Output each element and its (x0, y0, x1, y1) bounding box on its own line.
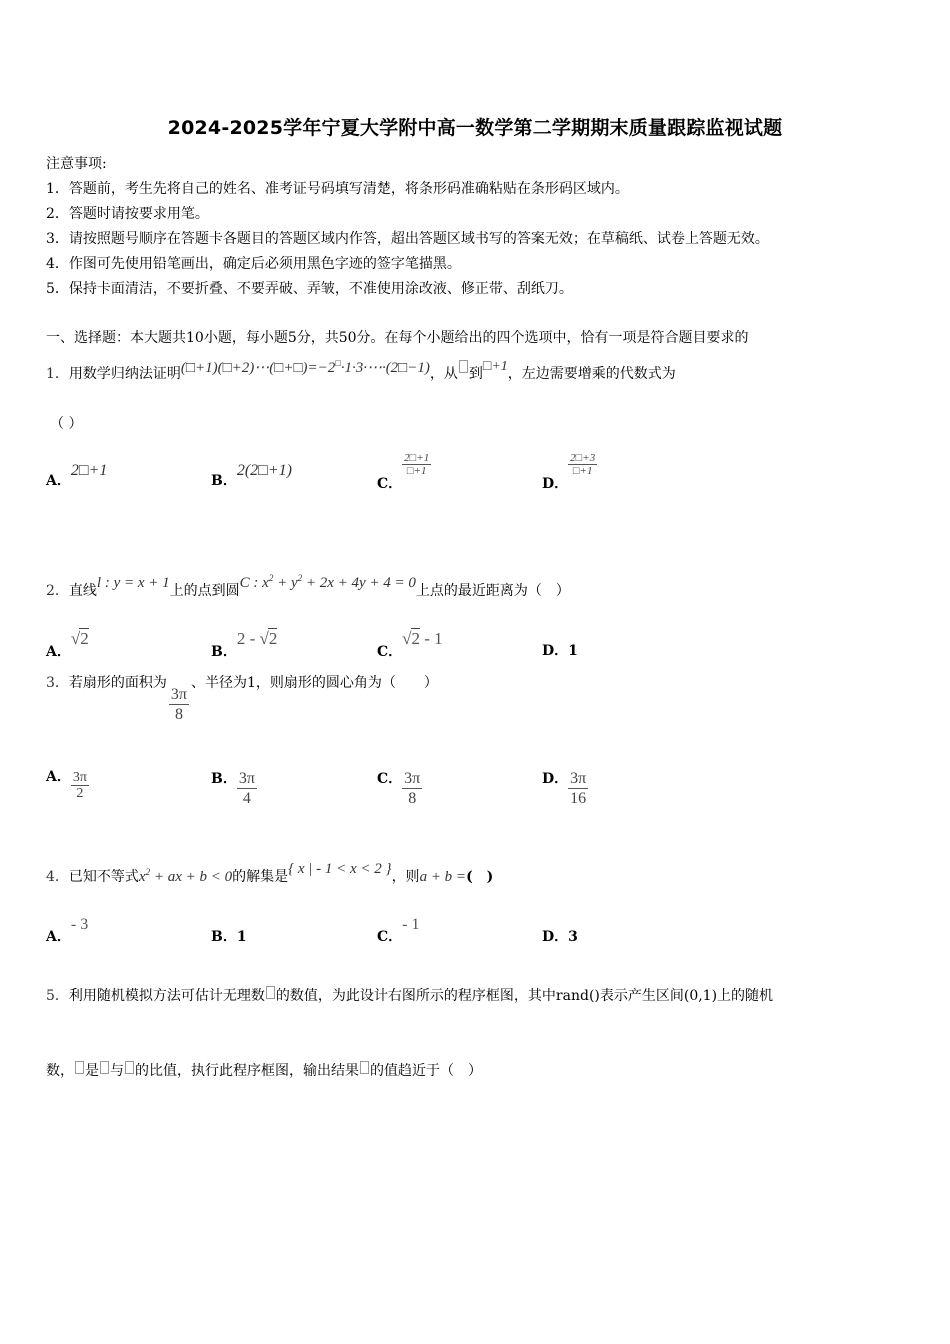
q1-option-a[interactable]: A．2□+1 (46, 462, 108, 489)
option-value: 3 (568, 929, 578, 945)
question-5 (46, 985, 773, 1005)
placeholder-glyph (459, 360, 468, 373)
answer-paren: ( ) (466, 869, 494, 885)
option-sqrt: 2 - √2 (236, 629, 278, 648)
question-text: 利用随机模拟方法可估计无理数 (68, 988, 265, 1004)
question-text: 的数值，为此设计右图所示的程序框图，其中rand()表示产生区间(0,1)上的随机 (275, 988, 774, 1004)
q1-option-d[interactable]: D． $\frac{2□+3}{□+1}$ (542, 452, 596, 492)
q1-option-b[interactable]: B．2(2□+1) (211, 462, 292, 489)
question-5-line-2 (46, 1060, 482, 1080)
q4-option-c[interactable]: C．- 1 (377, 916, 420, 945)
q3-option-b[interactable]: B． $\frac{3\pi}{4}$ (211, 770, 255, 807)
notice-item-3: 3．请按照题号顺序在答题卡各题目的答题区域内作答，超出答题区域书写的答案无效；在草稿纸、试卷上答题无效。 (46, 231, 769, 247)
question-text: 的值趋近于（ ） (370, 1063, 482, 1079)
answer-paren: （ ） (50, 416, 83, 432)
inequality: $x^2$ + ax + b < 0 (138, 867, 233, 885)
option-sqrt: √2 - 1 (402, 629, 443, 648)
question-text: ，则 (391, 869, 420, 885)
question-text: 数， (46, 1063, 74, 1079)
question-text: 若扇形的面积为 (68, 674, 167, 691)
q3-option-a[interactable]: A． $\frac{3\pi}{2}$ (46, 769, 87, 802)
question-3 (46, 674, 438, 724)
placeholder-glyph (266, 986, 275, 999)
page-title: 2024-2025学年宁夏大学附中高一数学第二学期期末质量跟踪监视试题 (167, 117, 783, 139)
q3-option-c[interactable]: C． $\frac{3\pi}{8}$ (377, 770, 421, 807)
question-text: 是 (85, 1063, 99, 1079)
section-heading: 一、选择题：本大题共10小题，每小题5分，共50分。在每个小题给出的四个选项中，恰有一项是符合题目要求的 (46, 330, 749, 346)
option-expression: 2(2□+1) (236, 462, 292, 479)
question-1 (46, 358, 676, 383)
question-text: 、半径为1，则扇形的圆心角为（ ） (191, 674, 438, 691)
placeholder-glyph (125, 1061, 134, 1074)
notice-heading: 注意事项: (46, 156, 107, 172)
notice-item-2: 2．答题时请按要求用笔。 (46, 206, 209, 222)
sector-area-fraction: $\frac{3\pi}{8}$ (170, 686, 187, 723)
induction-step: □+1 (482, 359, 508, 374)
question-number: 1． (46, 366, 69, 382)
placeholder-glyph (360, 1061, 369, 1074)
question-number: 3． (46, 674, 69, 691)
question-text: 已知不等式 (68, 869, 139, 885)
question-text: 的比值，执行此程序框图，输出结果 (135, 1063, 359, 1079)
question-text: ，左边需要增乘的代数式为 (507, 366, 676, 382)
q2-option-a[interactable]: A．√2 (46, 629, 89, 660)
placeholder-glyph (75, 1061, 84, 1074)
q4-option-b[interactable]: B．1 (211, 929, 247, 945)
option-fraction: $\frac{2□+3}{□+1}$ (570, 452, 596, 478)
notice-item-1: 1．答题前，考生先将自己的姓名、准考证号码填写清楚，将条形码准确粘贴在条形码区域内。 (46, 181, 629, 197)
question-text: 用数学归纳法证明 (68, 366, 181, 382)
line-equation: l : y = x + 1 (96, 575, 170, 591)
question-text: 的解集是 (232, 869, 289, 885)
option-fraction: $\frac{3\pi}{4}$ (238, 770, 255, 807)
option-fraction: $\frac{3\pi}{2}$ (72, 770, 87, 802)
q3-option-d[interactable]: D． $\frac{3\pi}{16}$ (542, 770, 587, 807)
solution-set: { x | - 1 < x < 2 } (288, 861, 392, 877)
induction-formula: (□+1)(□+2)⋯(□+□)=−2□·1·3·⋯·(2□−1) (180, 358, 430, 376)
question-text: 上点的最近距离为（ ） (415, 583, 570, 599)
q4-option-d[interactable]: D．3 (542, 929, 578, 945)
option-fraction: $\frac{3\pi}{16}$ (570, 770, 587, 807)
question-text: 与 (110, 1063, 124, 1079)
question-number: 4． (46, 869, 69, 885)
option-fraction: $\frac{3\pi}{8}$ (404, 770, 421, 807)
option-fraction: $\frac{2□+1}{□+1}$ (404, 452, 430, 478)
sum-expression: a + b = (419, 869, 467, 885)
question-text: 直线 (68, 583, 97, 599)
circle-equation: C : $x^2 + y^2 + 2x + 4y + 4 = 0$ (239, 573, 416, 591)
question-text: ，从 (429, 366, 458, 382)
question-text: 上的点到圆 (169, 583, 240, 599)
option-value: - 1 (402, 916, 420, 933)
question-number: 2． (46, 583, 69, 599)
question-text: 到 (468, 366, 483, 382)
q4-option-a[interactable]: A．- 3 (46, 916, 89, 945)
option-value: 1 (236, 929, 247, 945)
option-value: - 3 (70, 916, 89, 933)
question-4 (46, 861, 494, 886)
q1-option-c[interactable]: C． $\frac{2□+1}{□+1}$ (377, 452, 430, 492)
q2-option-c[interactable]: C．√2 - 1 (377, 629, 443, 660)
q2-option-d[interactable]: D．1 (542, 643, 578, 659)
option-expression: 2□+1 (70, 462, 108, 479)
option-sqrt: √2 (70, 629, 89, 648)
question-number: 5． (46, 988, 69, 1004)
placeholder-glyph (100, 1061, 109, 1074)
question-2 (46, 573, 570, 600)
notice-item-4: 4．作图可先使用铅笔画出，确定后必须用黑色字迹的签字笔描黑。 (46, 256, 461, 272)
notice-item-5: 5．保持卡面清洁，不要折叠、不要弄破、弄皱，不准使用涂改液、修正带、刮纸刀。 (46, 281, 573, 297)
option-value: 1 (568, 643, 578, 659)
q2-option-b[interactable]: B．2 - √2 (211, 629, 278, 660)
